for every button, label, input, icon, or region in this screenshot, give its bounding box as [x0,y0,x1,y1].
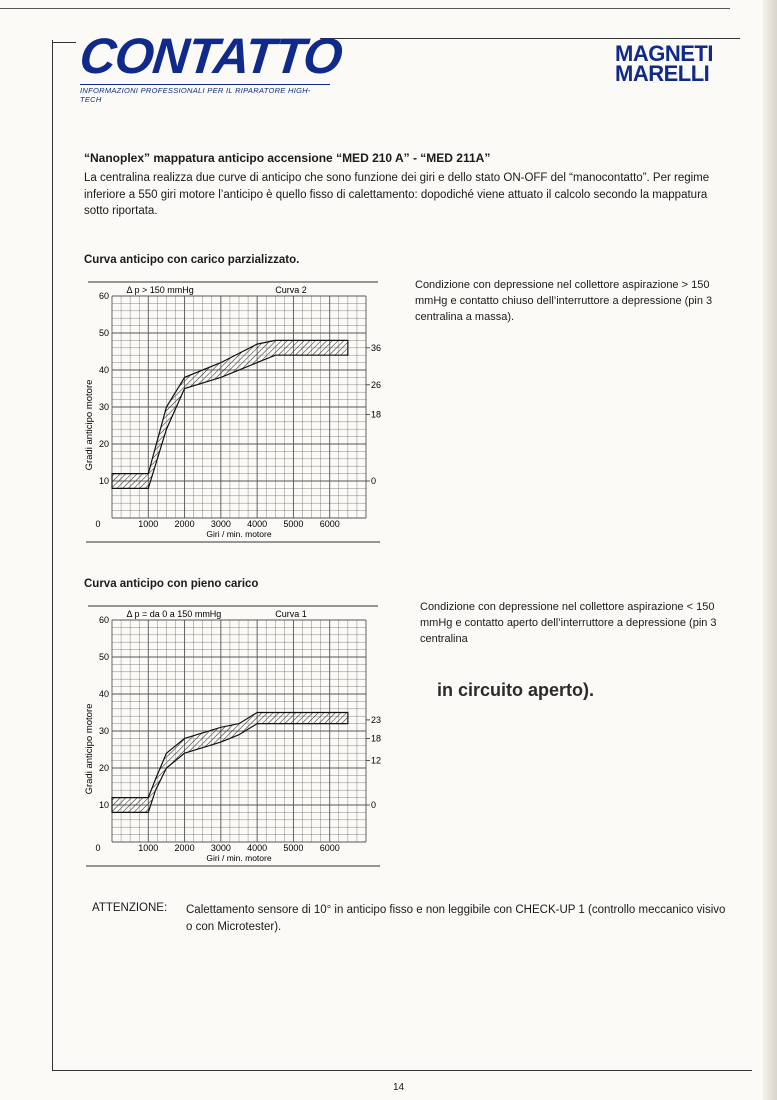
y-tick-label: 30 [98,402,109,412]
x-tick-label: 3000 [210,519,231,529]
y-tick-label: 50 [98,328,109,338]
right-tick-label: 0 [371,800,377,810]
x-axis-label: Giri / min. motore [206,853,272,863]
x-tick-label: 2000 [174,519,195,529]
contatto-logo [77,28,345,104]
advance-curve-chart-1 [78,602,388,870]
condition-handwritten-text: in circuito aperto). [437,680,595,700]
right-tick-label: 23 [371,714,382,725]
x-tick-label: 5000 [283,843,304,853]
x-tick-label: 2000 [174,843,195,853]
y-tick-label: 10 [98,476,109,486]
x-tick-label: 1000 [138,843,159,853]
frame-line [52,40,53,1070]
page-number: 14 [393,1082,405,1093]
y-tick-label: 60 [98,291,109,301]
x-axis-label: Giri / min. motore [206,529,272,539]
y-tick-label: 40 [98,689,109,699]
intro-paragraph: La centralina realizza due curve di anticipo che sono funzione dei giri e dello stato ON-OFF del “manocontatto”. Per regime inferiore a 550 giri motore l’anticipo è quello fisso di calettamento: dopodiché viene attuato il calcolo secondo la mappatura sotto riportata. [84,172,710,217]
frame-line [320,38,740,39]
curve-label: Curva 2 [275,285,307,295]
y-tick-label: 20 [98,439,109,449]
condition-text-full-load: Condizione con depressione nel collettore aspirazione < 150 mmHg e contatto aperto dell’interruttore a depressione (pin 3 centralina [420,601,717,645]
advance-curve-chart-2 [78,278,388,546]
right-tick-label: 12 [371,755,382,766]
x-tick-label: 6000 [319,519,340,529]
condition-text-partial-load: Condizione con depressione nel collettore aspirazione > 150 mmHg e contatto chiuso dell’interruttore a depressione (pin 3 centralina a massa). [415,279,713,323]
section-title-partial-load: Curva anticipo con carico parzializzato. [84,254,300,266]
y-tick-label: 30 [98,726,109,736]
right-tick-label: 26 [371,379,382,390]
attention-label: ATTENZIONE: [92,902,168,914]
x-tick-label: 5000 [283,519,304,529]
y-axis-label: Gradi anticipo motore [84,379,95,471]
pressure-annotation: Δ p > 150 mmHg [126,285,194,295]
x-tick-label: 6000 [319,843,340,853]
frame-line [52,42,76,43]
page-edge [763,0,777,1100]
attention-text: Calettamento sensore di 10° in anticipo fisso e non leggibile con CHECK-UP 1 (controllo meccanico visivo o con Microtester). [186,904,726,933]
x-tick-label: 4000 [247,519,268,529]
top-rule [0,8,730,9]
y-tick-label: 50 [98,652,109,662]
curve-label: Curva 1 [275,609,307,619]
right-tick-label: 0 [371,476,377,486]
x-tick-label: 0 [95,843,101,853]
logo-text: CONTATTO [77,28,345,84]
x-tick-label: 4000 [247,843,268,853]
magneti-marelli-logo [615,41,713,86]
brand-line-1: MAGNETI [615,41,713,66]
x-tick-label: 3000 [210,843,231,853]
brand-line-2: MARELLI [615,61,710,86]
y-tick-label: 10 [98,800,109,810]
x-tick-label: 1000 [138,519,159,529]
pressure-annotation: Δ p = da 0 a 150 mmHg [126,609,222,619]
right-tick-label: 18 [371,409,382,420]
y-tick-label: 40 [98,365,109,375]
y-tick-label: 20 [98,763,109,773]
x-tick-label: 0 [95,519,101,529]
right-tick-label: 18 [371,733,382,744]
y-axis-label: Gradi anticipo motore [84,703,95,795]
document-title: “Nanoplex” mappatura anticipo accensione “MED 210 A” - “MED 211A” [84,151,491,165]
y-tick-label: 60 [98,615,109,625]
frame-line [52,1070,752,1071]
right-tick-label: 36 [371,342,382,353]
section-title-full-load: Curva anticipo con pieno carico [84,578,259,590]
logo-subtitle: INFORMAZIONI PROFESSIONALI PER IL RIPARATORE HIGH-TECH [80,84,330,104]
